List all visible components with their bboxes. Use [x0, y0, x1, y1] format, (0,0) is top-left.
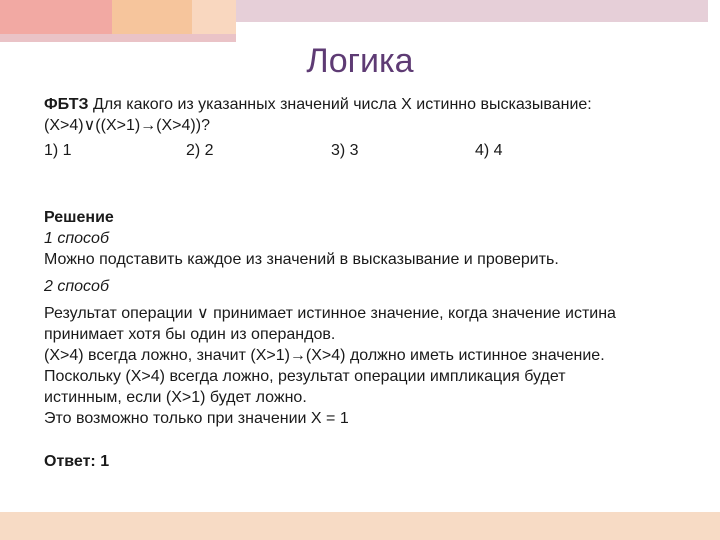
spacer	[44, 429, 704, 451]
option-4: 4) 4	[475, 142, 503, 159]
method-2-line: Это возможно только при значении X = 1	[44, 410, 349, 427]
bottom-decor-bar	[0, 512, 720, 540]
top-decor-bar-right	[236, 0, 708, 22]
method-2-line: (X>4) всегда ложно, значит (X>1)→(X>4) должно иметь истинное значение.	[44, 347, 605, 364]
answer-options	[44, 140, 704, 161]
method-2-title: 2 способ	[44, 278, 109, 295]
answer: Ответ: 1	[44, 453, 110, 470]
method-1-text: Можно подставить каждое из значений в высказывание и проверить.	[44, 251, 559, 268]
top-decor-stripe	[0, 34, 236, 42]
slide-content	[44, 94, 704, 472]
option-2: 2) 2	[186, 142, 214, 159]
question-expression: (X>4)∨((X>1)→(X>4))?	[44, 117, 210, 134]
method-2-line: истинным, если (X>1) будет ложно.	[44, 389, 307, 406]
method-2-line: Результат операции ∨ принимает истинное значение, когда значение истина	[44, 305, 616, 322]
question-text: Для какого из указанных значений числа X истинно высказывание:	[88, 96, 592, 113]
option-3: 3) 3	[331, 142, 359, 159]
method-2-line: принимает хотя бы один из операндов.	[44, 326, 336, 343]
top-decor-bar-light	[192, 0, 236, 34]
method-2-line: Поскольку (X>4) всегда ложно, результат операции импликация будет	[44, 368, 566, 385]
option-1: 1) 1	[44, 142, 72, 159]
solution-heading: Решение	[44, 209, 114, 226]
spacer	[44, 161, 704, 207]
method-1-title: 1 способ	[44, 230, 109, 247]
question-code: ФБТЗ	[44, 96, 89, 113]
question-line	[44, 94, 704, 115]
slide-title: Логика	[306, 42, 414, 80]
top-decor-bar-middle	[112, 0, 192, 34]
